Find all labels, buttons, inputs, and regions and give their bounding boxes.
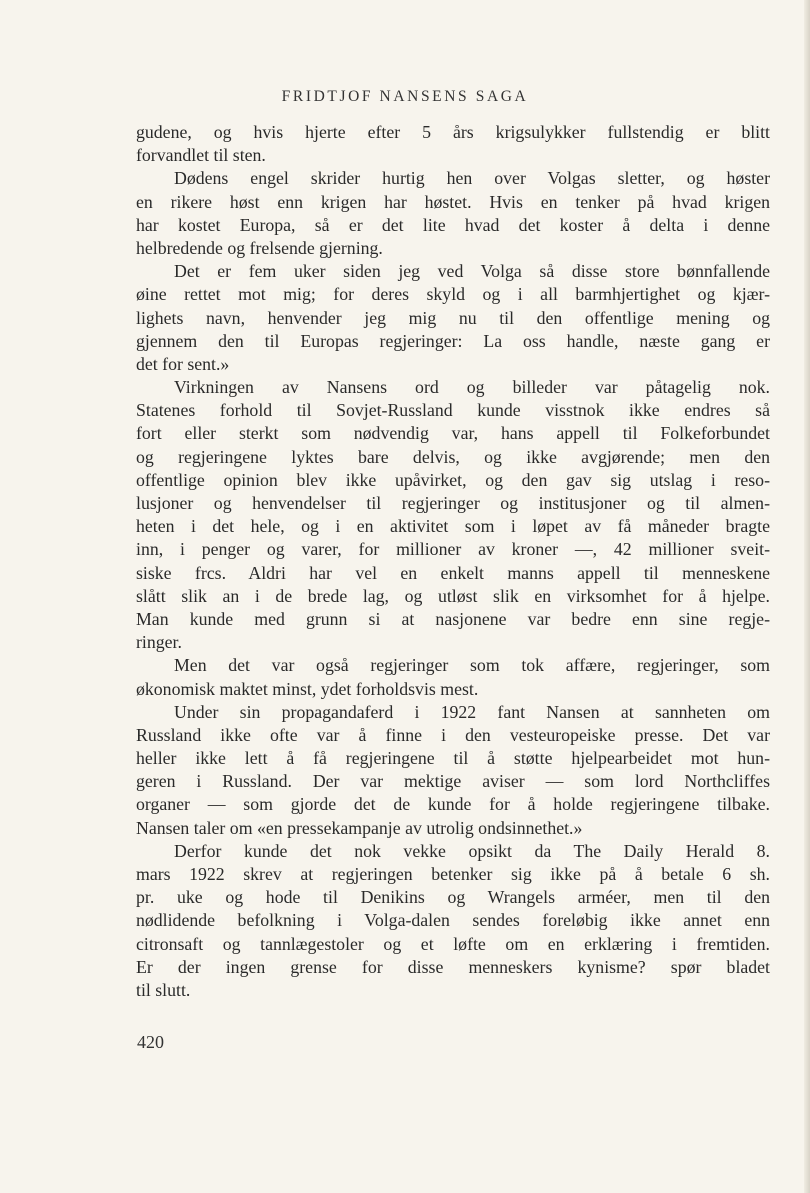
text-line: helbredende og frelsende gjerning. <box>136 237 383 258</box>
text-line: det for sent.» <box>136 353 230 374</box>
page-number: 420 <box>137 1032 164 1052</box>
text-line: Statenes forhold til Sovjet-Russland kunde visstnok ikke endres så <box>136 400 770 421</box>
text-line: siske frcs. Aldri har vel en enkelt manns appell til menneskene <box>136 562 770 583</box>
text-line: inn, i penger og varer, for millioner av kroner —, 42 millioner sveit- <box>136 539 770 560</box>
text-line: geren i Russland. Der var mektige aviser — som lord Northcliffes <box>136 771 770 792</box>
text-line: økonomisk maktet minst, ydet forholdsvis mest. <box>136 678 479 699</box>
text-line: Derfor kunde det nok vekke opsikt da The Daily Herald 8. <box>174 840 770 861</box>
text-line: Man kunde med grunn si at nasjonene var bedre enn sine regje- <box>136 608 770 629</box>
text-line: har kostet Europa, så er det lite hvad det koster å delta i denne <box>136 214 770 235</box>
text-line: Russland ikke ofte var å finne i den vesteuropeiske presse. Det var <box>136 724 770 745</box>
text-line: fort eller sterkt som nødvendig var, hans appell til Folkeforbundet <box>136 423 770 444</box>
text-line: forvandlet til sten. <box>136 145 266 166</box>
text-line: mars 1922 skrev at regjeringen betenker sig ikke på å betale 6 sh. <box>136 864 770 884</box>
text-line: Dødens engel skrider hurtig hen over Volgas sletter, og høster <box>174 168 770 189</box>
text-line: offentlige opinion blev ikke upåvirket, og den gav sig utslag i reso- <box>136 469 770 490</box>
text-line: Men det var også regjeringer som tok affære, regjeringer, som <box>174 655 770 676</box>
text-line: lighets navn, henvender jeg mig nu til den offentlige mening og <box>136 307 770 328</box>
text-line: Under sin propagandaferd i 1922 fant Nansen at sannheten om <box>174 701 770 722</box>
text-line: nødlidende befolkning i Volga-dalen sendes foreløbig ikke annet enn <box>136 910 770 931</box>
text-line: øine rettet mot mig; for deres skyld og i all barmhjertighet og kjær- <box>136 284 770 305</box>
text-line: Virkningen av Nansens ord og billeder var påtagelig nok. <box>174 377 770 398</box>
text-line: lusjoner og henvendelser til regjeringer og institusjoner og til almen- <box>136 493 770 513</box>
text-line: Er der ingen grense for disse menneskers kynisme? spør bladet <box>136 956 770 977</box>
text-line: pr. uke og hode til Denikins og Wrangels arméer, men til den <box>136 887 770 908</box>
text-line: gjennem den til Europas regjeringer: La oss handle, næste gang er <box>136 330 770 351</box>
text-line: heller ikke lett å få regjeringene til å støtte hjelpearbeidet mot hun- <box>136 748 770 769</box>
text-line: Det er fem uker siden jeg ved Volga så disse store bønnfallende <box>174 261 770 282</box>
text-line: slått slik an i de brede lag, og utløst slik en virksomhet for å hjelpe. <box>136 585 770 606</box>
text-line: Nansen taler om «en pressekampanje av utrolig ondsinnethet.» <box>136 817 583 838</box>
text-line: heten i det hele, og i en aktivitet som i løpet av få måneder bragte <box>136 516 770 537</box>
text-line: en rikere høst enn krigen har høstet. Hvis en tenker på hvad krigen <box>136 191 770 212</box>
text-line: ringer. <box>136 632 182 653</box>
body-text <box>136 121 770 1002</box>
text-line: gudene, og hvis hjerte efter 5 års krigsulykker fullstendig er blitt <box>136 122 770 142</box>
page-edge <box>804 0 810 1193</box>
text-line: citronsaft og tannlægestoler og et løfte om en erklæring i fremtiden. <box>136 933 770 954</box>
text-line: til slutt. <box>136 979 191 1000</box>
running-header: FRIDTJOF NANSENS SAGA <box>281 88 529 105</box>
text-line: og regjeringene lyktes bare delvis, og ikke avgjørende; men den <box>136 446 770 467</box>
text-line: organer — som gjorde det de kunde for å holde regjeringene tilbake. <box>136 794 770 815</box>
